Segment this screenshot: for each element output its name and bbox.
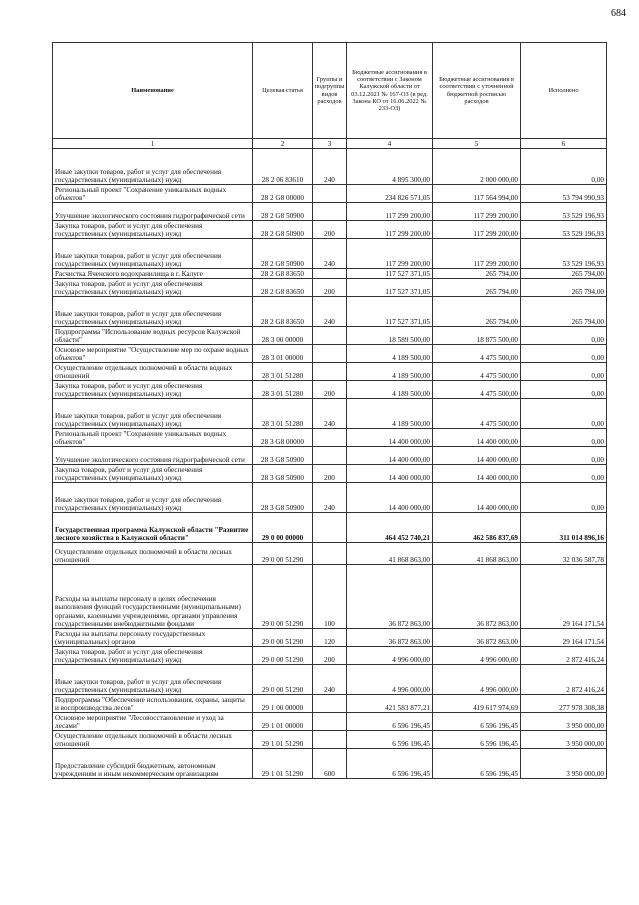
row-executed-amount: 0,00 [521,345,607,363]
column-number: 1 [53,139,253,149]
header-name: Наименование [53,43,253,139]
table-row [53,447,607,465]
row-group [313,731,347,749]
row-law-amount: 4 189 500,00 [347,345,433,363]
table-body [53,149,607,779]
row-name: Закупка товаров, работ и услуг для обеспечения государственных (муниципальных) нужд [53,465,253,483]
row-name: Предоставление субсидий бюджетным, автономным учреждениям и иным некоммерческим организациям [53,749,253,779]
row-name: Государственная программа Калужской области "Развитие лесного хозяйства в Калужской области" [53,513,253,543]
row-executed-amount: 29 164 171,54 [521,629,607,647]
row-refined-amount: 14 400 000,00 [433,483,521,513]
row-refined-amount: 265 794,00 [433,279,521,297]
row-code: 28 3 01 51280 [253,381,313,399]
row-name: Иные закупки товаров, работ и услуг для обеспечения государственных (муниципальных) нужд [53,665,253,695]
row-name: Закупка товаров, работ и услуг для обеспечения государственных (муниципальных) нужд [53,221,253,239]
row-refined-amount: 4 996 000,00 [433,647,521,665]
table-row [53,629,607,647]
row-group: 120 [313,629,347,647]
header-code: Целевая статья [253,43,313,139]
row-law-amount: 14 400 000,00 [347,447,433,465]
row-law-amount: 464 452 740,21 [347,513,433,543]
column-number-row [53,139,607,149]
row-name: Иные закупки товаров, работ и услуг для обеспечения государственных (муниципальных) нужд [53,483,253,513]
row-code: 28 3 00 00000 [253,327,313,345]
row-refined-amount: 6 596 196,45 [433,713,521,731]
row-refined-amount: 265 794,00 [433,269,521,279]
row-executed-amount: 2 872 416,24 [521,647,607,665]
row-name: Расходы на выплаты персоналу в целях обеспечения выполнения функций государственными (муниципальными) органами, казенными учреждениями, органами управления государственными внебюджетными фондами [53,565,253,629]
row-executed-amount: 53 529 196,93 [521,239,607,269]
row-refined-amount: 18 875 500,00 [433,327,521,345]
row-executed-amount: 53 529 196,93 [521,221,607,239]
row-name: Региональный проект "Сохранение уникальных водных объектов" [53,429,253,447]
row-law-amount: 117 299 200,00 [347,239,433,269]
row-code: 29 1 01 00000 [253,713,313,731]
row-group: 240 [313,149,347,185]
row-group [313,543,347,565]
row-law-amount: 117 299 200,00 [347,221,433,239]
column-number: 3 [313,139,347,149]
row-executed-amount: 32 036 587,78 [521,543,607,565]
row-executed-amount: 0,00 [521,381,607,399]
row-group [313,185,347,203]
table-row [53,695,607,713]
row-executed-amount: 0,00 [521,363,607,381]
row-name: Иные закупки товаров, работ и услуг для обеспечения государственных (муниципальных) нужд [53,399,253,429]
row-group: 200 [313,381,347,399]
row-name: Улучшение экологического состояния гидрографической сети [53,447,253,465]
row-name: Закупка товаров, работ и услуг для обеспечения государственных (муниципальных) нужд [53,279,253,297]
row-executed-amount: 53 794 990,93 [521,185,607,203]
table-row [53,731,607,749]
row-group: 240 [313,239,347,269]
row-name: Подпрограмма "Обеспечение использования, охраны, защиты и воспроизводства лесов" [53,695,253,713]
table-row [53,647,607,665]
row-law-amount: 117 527 371,05 [347,279,433,297]
row-code: 28 3 G8 50900 [253,447,313,465]
table-row [53,221,607,239]
row-name: Расходы на выплаты персоналу государственных (муниципальных) органов [53,629,253,647]
row-code: 28 2 G8 83650 [253,297,313,327]
row-refined-amount: 36 872 863,00 [433,629,521,647]
table-row [53,749,607,779]
budget-table [52,42,607,779]
table-row [53,543,607,565]
row-code: 28 3 G8 00000 [253,429,313,447]
table-row [53,327,607,345]
row-code: 28 3 01 00000 [253,345,313,363]
row-law-amount: 117 527 371,05 [347,269,433,279]
table-row [53,429,607,447]
row-name: Иные закупки товаров, работ и услуг для обеспечения государственных (муниципальных) нужд [53,149,253,185]
row-law-amount: 117 527 371,05 [347,297,433,327]
table-row [53,203,607,221]
row-law-amount: 4 189 500,00 [347,399,433,429]
row-code: 28 2 G8 50900 [253,221,313,239]
column-number: 5 [433,139,521,149]
row-law-amount: 117 299 200,00 [347,203,433,221]
table-row [53,185,607,203]
row-group [313,429,347,447]
table-row [53,279,607,297]
row-group: 200 [313,279,347,297]
row-name: Осуществление отдельных полномочий в области водных отношений [53,363,253,381]
table-row [53,483,607,513]
row-executed-amount: 0,00 [521,429,607,447]
table-row [53,363,607,381]
row-code: 29 0 00 51290 [253,647,313,665]
row-refined-amount: 4 475 500,00 [433,381,521,399]
row-group: 600 [313,749,347,779]
row-group [313,363,347,381]
row-executed-amount: 277 978 308,38 [521,695,607,713]
row-law-amount: 4 895 300,00 [347,149,433,185]
row-code: 28 2 G8 83650 [253,279,313,297]
row-law-amount: 36 872 863,00 [347,565,433,629]
row-law-amount: 14 400 000,00 [347,465,433,483]
row-group [313,447,347,465]
row-refined-amount: 117 299 200,00 [433,221,521,239]
row-code: 28 2 06 83610 [253,149,313,185]
column-number: 2 [253,139,313,149]
row-law-amount: 421 583 877,21 [347,695,433,713]
row-code: 28 2 G8 83650 [253,269,313,279]
row-code: 28 2 G8 00000 [253,185,313,203]
row-executed-amount: 311 014 896,16 [521,513,607,543]
row-refined-amount: 462 586 837,69 [433,513,521,543]
table-row [53,565,607,629]
row-name: Осуществление отдельных полномочий в области лесных отношений [53,543,253,565]
row-group: 240 [313,483,347,513]
row-refined-amount: 4 475 500,00 [433,399,521,429]
row-group: 200 [313,221,347,239]
header-executed: Исполнено [521,43,607,139]
row-group: 200 [313,647,347,665]
row-name: Иные закупки товаров, работ и услуг для обеспечения государственных (муниципальных) нужд [53,297,253,327]
row-law-amount: 6 596 196,45 [347,731,433,749]
page-number: 684 [611,8,626,19]
row-refined-amount: 14 400 000,00 [433,447,521,465]
column-number: 4 [347,139,433,149]
table-row [53,513,607,543]
row-code: 29 1 00 00000 [253,695,313,713]
row-name: Основное мероприятие "Осуществление мер по охране водных объектов" [53,345,253,363]
row-code: 29 0 00 51290 [253,665,313,695]
row-code: 28 3 01 51280 [253,363,313,381]
row-executed-amount: 0,00 [521,327,607,345]
table-row [53,713,607,731]
row-refined-amount: 265 794,00 [433,297,521,327]
row-group: 240 [313,665,347,695]
row-name: Расчистка Яченского водохранилища в г. Калуге [53,269,253,279]
column-number: 6 [521,139,607,149]
row-refined-amount: 6 596 196,45 [433,749,521,779]
row-executed-amount: 0,00 [521,447,607,465]
row-refined-amount: 419 617 974,69 [433,695,521,713]
header-law: Бюджетные ассигнования в соответствии с Законом Калужской области от 03.12.2021 № 167-ОЗ (в ред. Закона КО от 16.06.2022 № 233-ОЗ) [347,43,433,139]
row-code: 29 0 00 51290 [253,565,313,629]
row-group: 240 [313,297,347,327]
header-refined: Бюджетные ассигнования в соответствии с уточненной бюджетной росписью расходов [433,43,521,139]
row-refined-amount: 14 400 000,00 [433,429,521,447]
row-code: 29 0 00 51290 [253,543,313,565]
row-law-amount: 6 596 196,45 [347,749,433,779]
row-group [313,513,347,543]
row-executed-amount: 2 872 416,24 [521,665,607,695]
row-law-amount: 4 996 000,00 [347,647,433,665]
table-row [53,149,607,185]
row-executed-amount: 0,00 [521,399,607,429]
row-refined-amount: 36 872 863,00 [433,565,521,629]
row-group: 240 [313,399,347,429]
row-executed-amount: 3 950 000,00 [521,713,607,731]
row-name: Региональный проект "Сохранение уникальных водных объектов" [53,185,253,203]
row-refined-amount: 2 000 000,00 [433,149,521,185]
row-refined-amount: 4 996 000,00 [433,665,521,695]
row-executed-amount: 3 950 000,00 [521,749,607,779]
row-group [313,327,347,345]
row-group [313,203,347,221]
header-group: Группы и подгруппы видов расходов [313,43,347,139]
row-group: 100 [313,565,347,629]
row-law-amount: 6 596 196,45 [347,713,433,731]
row-code: 28 3 G8 50900 [253,465,313,483]
row-refined-amount: 4 475 500,00 [433,345,521,363]
table-row [53,345,607,363]
row-group [313,269,347,279]
row-name: Иные закупки товаров, работ и услуг для обеспечения государственных (муниципальных) нужд [53,239,253,269]
row-name: Закупка товаров, работ и услуг для обеспечения государственных (муниципальных) нужд [53,647,253,665]
row-law-amount: 18 589 500,00 [347,327,433,345]
row-law-amount: 4 189 500,00 [347,381,433,399]
row-name: Основное мероприятие "Лесовосстановление и уход за лесами" [53,713,253,731]
row-executed-amount: 29 164 171,54 [521,565,607,629]
row-refined-amount: 4 475 500,00 [433,363,521,381]
table-row [53,399,607,429]
row-law-amount: 14 400 000,00 [347,429,433,447]
row-group: 200 [313,465,347,483]
table-row [53,381,607,399]
row-name: Закупка товаров, работ и услуг для обеспечения государственных (муниципальных) нужд [53,381,253,399]
table-row [53,465,607,483]
row-code: 28 3 G8 50900 [253,483,313,513]
row-name: Подпрограмма "Использование водных ресурсов Калужской области" [53,327,253,345]
table-row [53,269,607,279]
row-law-amount: 234 826 571,05 [347,185,433,203]
row-code: 29 1 01 51290 [253,749,313,779]
row-executed-amount: 0,00 [521,149,607,185]
row-law-amount: 4 189 500,00 [347,363,433,381]
row-executed-amount: 265 794,00 [521,269,607,279]
row-executed-amount: 53 529 196,93 [521,203,607,221]
row-refined-amount: 41 868 863,00 [433,543,521,565]
row-law-amount: 14 400 000,00 [347,483,433,513]
row-name: Улучшение экологического состояния гидрографической сети [53,203,253,221]
row-code: 29 0 00 00000 [253,513,313,543]
row-group [313,345,347,363]
row-refined-amount: 117 299 200,00 [433,239,521,269]
row-executed-amount: 0,00 [521,465,607,483]
row-group [313,713,347,731]
header-row [53,43,607,139]
row-group [313,695,347,713]
row-refined-amount: 6 596 196,45 [433,731,521,749]
row-executed-amount: 265 794,00 [521,297,607,327]
row-code: 28 2 G8 50900 [253,203,313,221]
table-row [53,239,607,269]
row-law-amount: 4 996 000,00 [347,665,433,695]
row-refined-amount: 117 299 200,00 [433,203,521,221]
row-executed-amount: 265 794,00 [521,279,607,297]
row-name: Осуществление отдельных полномочий в области лесных отношений [53,731,253,749]
row-refined-amount: 117 564 994,00 [433,185,521,203]
table-row [53,297,607,327]
table-row [53,665,607,695]
row-executed-amount: 3 950 000,00 [521,731,607,749]
row-executed-amount: 0,00 [521,483,607,513]
row-code: 29 0 00 51290 [253,629,313,647]
row-refined-amount: 14 400 000,00 [433,465,521,483]
row-law-amount: 41 868 863,00 [347,543,433,565]
row-code: 28 2 G8 50900 [253,239,313,269]
row-code: 28 3 01 51280 [253,399,313,429]
row-code: 29 1 01 51290 [253,731,313,749]
row-law-amount: 36 872 863,00 [347,629,433,647]
